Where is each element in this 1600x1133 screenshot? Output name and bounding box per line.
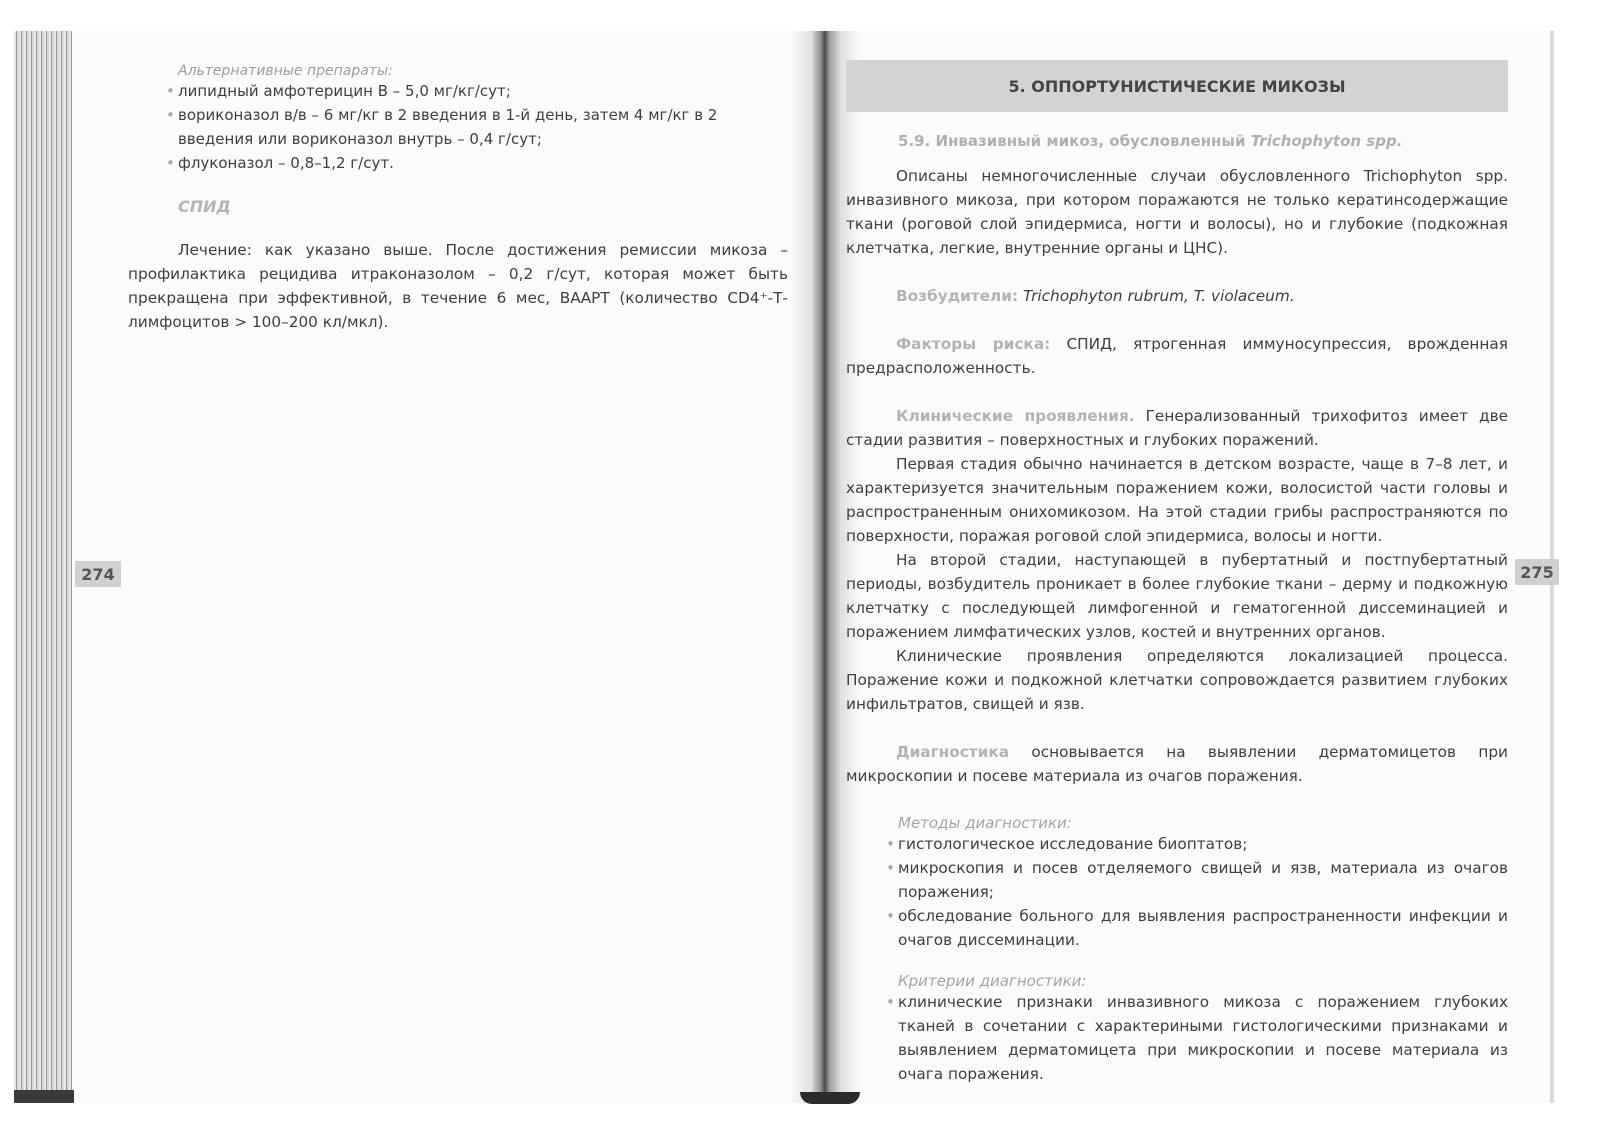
pathogens-text: Trichophyton rubrum, T. violaceum. (1022, 287, 1295, 305)
risk-label: Факторы риска: (896, 335, 1051, 353)
intro-paragraph: Описаны немногочисленные случаи обусловленного Trichophyton spp. инвазивного микоза, при котором поражаются не только кератинсодержащие ткани (роговой слой эпидермиса, ногти и волосы), но и глубокие (подкожная клетчатка, легкие, внутренние органы и ЦНС). (846, 167, 1508, 257)
spine-shadow (800, 1092, 860, 1104)
chapter-title: 5. ОППОРТУНИСТИЧЕСКИЕ МИКОЗЫ (846, 60, 1508, 112)
page-number-left: 274 (75, 561, 121, 587)
section-title (846, 120, 1508, 150)
section-title-italic: Trichophyton spp. (1250, 132, 1403, 150)
clinical-paragraph-4: Клинические проявления определяются локализацией процесса. Поражение кожи и подкожной клетчатки сопровождается развитием глубоких инфильтратов, свищей и язв. (846, 647, 1508, 713)
section-title-text: 5.9. Инвазивный микоз, обусловленный (898, 132, 1251, 150)
page-edges-shadow (14, 1090, 74, 1103)
list-item: • липидный амфотерицин В – 5,0 мг/кг/сут; (128, 79, 788, 103)
list-item: • вориконазол в/в – 6 мг/кг в 2 введения в 1-й день, затем 4 мг/кг в 2 введения или вориконазол внутрь – 0,4 г/сут; (128, 103, 788, 151)
clinical-label: Клинические проявления. (896, 407, 1135, 425)
criteria-list (846, 990, 1508, 1086)
diagnostics-label: Диагностика (896, 743, 1010, 761)
clinical-paragraph-2: Первая стадия обычно начинается в детском возрасте, чаще в 7–8 лет, и характеризуется значительным поражением кожи, волосистой части головы и распространенным онихомикозом. На этой стадии грибы распространяются по поверхности, поражая роговой слой эпидермиса, волосы и ногти. (846, 455, 1508, 545)
list-item: • флуконазол – 0,8–1,2 г/сут. (128, 151, 788, 175)
right-page-body (846, 164, 1508, 1086)
list-item: • микроскопия и посев отделяемого свищей и язв, материала из очагов поражения; (846, 856, 1508, 904)
left-page (128, 55, 788, 334)
aids-heading: СПИД (178, 197, 231, 216)
clinical-paragraph (846, 404, 1508, 452)
list-item: • клинические признаки инвазивного микоза с поражением глубоких тканей в сочетании с характериными гистологическими признаками и выявлением дерматомицета при микроскопии и посеве материала из очага поражения. (846, 990, 1508, 1086)
list-item: • обследование больного для выявления распространенности инфекции и очагов диссеминации. (846, 904, 1508, 952)
page-edges (14, 31, 72, 1103)
pathogens-label: Возбудители: (896, 287, 1019, 305)
diagnostics-text: основывается на выявлении дерматомицетов при микроскопии и посеве материала из очагов поражения. (846, 743, 1508, 785)
alt-drugs-list (128, 79, 788, 175)
methods-title: Методы диагностики: (898, 814, 1072, 832)
risk-paragraph (846, 332, 1508, 380)
page-number-right: 275 (1515, 559, 1559, 585)
pathogens-paragraph (846, 284, 1508, 308)
clinical-paragraph-3: На второй стадии, наступающей в пубертатный и постпубертатный периоды, возбудитель проникает в более глубокие ткани – дерму и подкожную клетчатку с последующей лимфогенной и гематогенной диссеминацией и поражением лимфатических узлов, костей и внутренних органов. (846, 551, 1508, 641)
treatment-paragraph: Лечение: как указано выше. После достижения ремиссии микоза – профилактика рецидива итраконазолом – 0,2 г/сут, которая может быть прекращена при эффективной, в течение 6 мес, ВААРТ (количество CD4⁺-Т-лимфоцитов > 100–200 кл/мкл). (128, 241, 788, 331)
diagnostics-paragraph (846, 740, 1508, 788)
alt-drugs-title: Альтернативные препараты: (178, 63, 393, 79)
risk-text: СПИД, ятрогенная иммуносупрессия, врожденная предрасположенность. (846, 335, 1508, 377)
methods-list (846, 832, 1508, 952)
criteria-title: Критерии диагностики: (898, 972, 1087, 990)
list-item: • гистологическое исследование биоптатов; (846, 832, 1508, 856)
clinical-text: Генерализованный трихофитоз имеет две стадии развития – поверхностных и глубоких поражений. (846, 407, 1508, 449)
